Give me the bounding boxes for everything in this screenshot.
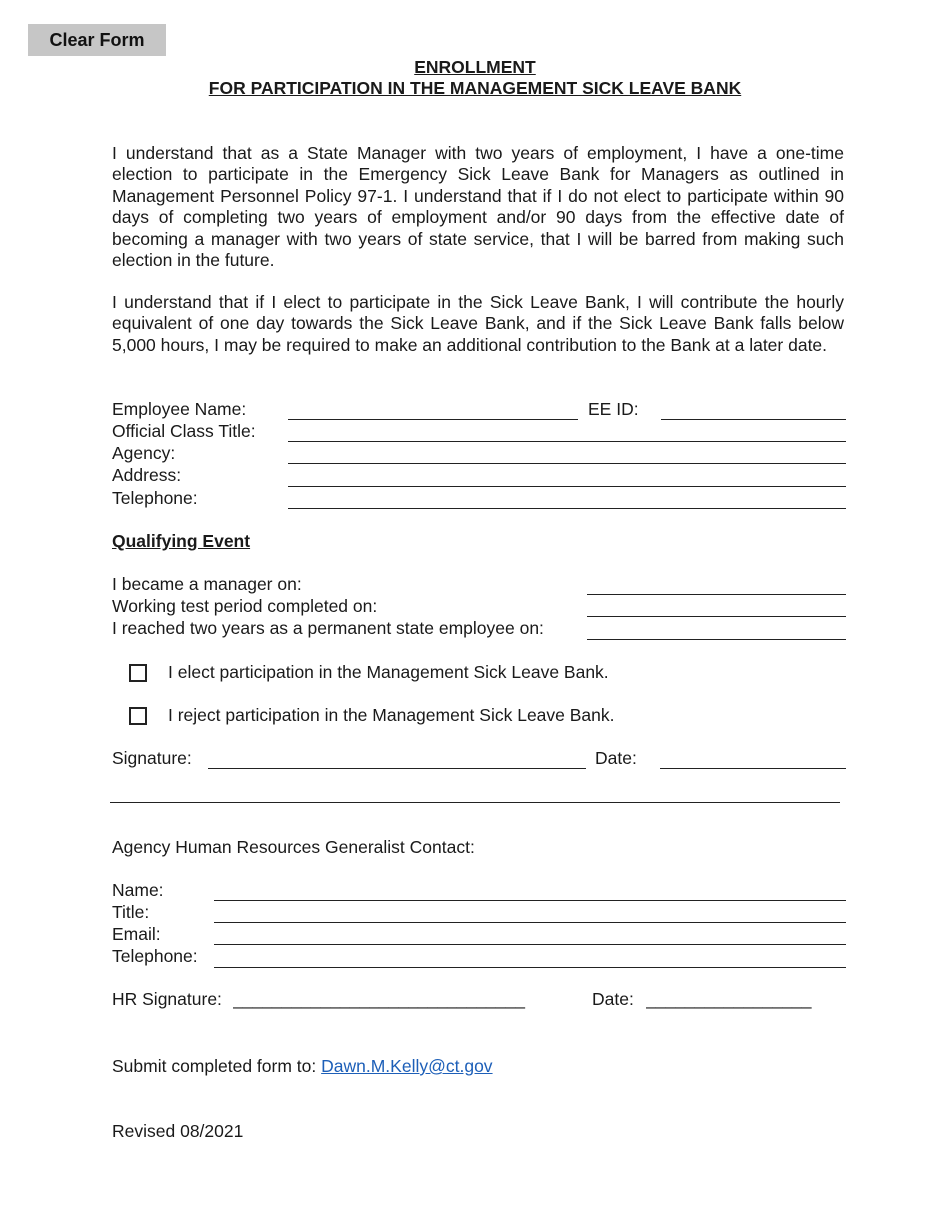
class-title-label: Official Class Title: (112, 421, 256, 441)
signature-date-label: Date: (595, 748, 637, 768)
telephone-field[interactable] (288, 508, 846, 509)
telephone-label: Telephone: (112, 488, 198, 508)
employee-name-field[interactable] (288, 419, 578, 420)
submit-prefix: Submit completed form to: (112, 1056, 317, 1076)
hr-title-label: Title: (112, 902, 150, 922)
agency-field[interactable] (288, 463, 846, 464)
hr-telephone-label: Telephone: (112, 946, 198, 966)
hr-telephone-field[interactable] (214, 967, 846, 968)
reject-checkbox[interactable] (129, 707, 147, 725)
ee-id-label: EE ID: (588, 399, 639, 419)
hr-email-field[interactable] (214, 944, 846, 945)
manager-on-field[interactable] (587, 594, 846, 595)
form-title: ENROLLMENT (414, 57, 536, 77)
contribution-paragraph: I understand that if I elect to participate in the Sick Leave Bank, I will contribute the hourly equivalent of one day towards the Sick Leave Bank, and if the Sick Leave Bank falls below 5,000 hours, I may be required to make an additional contribution to the Bank at a later date. (112, 292, 844, 355)
address-label: Address: (112, 465, 182, 485)
signature-label: Signature: (112, 748, 192, 768)
signature-field[interactable] (208, 768, 586, 769)
hr-contact-heading: Agency Human Resources Generalist Contact: (112, 837, 475, 857)
signature-date-field[interactable] (660, 768, 846, 769)
hr-signature-label: HR Signature: (112, 989, 222, 1009)
elect-checkbox[interactable] (129, 664, 147, 682)
elect-label: I elect participation in the Management Sick Leave Bank. (168, 662, 609, 682)
manager-on-label: I became a manager on: (112, 574, 302, 594)
hr-email-label: Email: (112, 924, 161, 944)
hr-date-blank[interactable]: _________________ (646, 989, 812, 1009)
class-title-field[interactable] (288, 441, 846, 442)
two-years-field[interactable] (587, 639, 846, 640)
ee-id-field[interactable] (661, 419, 846, 420)
hr-date-label: Date: (592, 989, 634, 1009)
hr-name-field[interactable] (214, 900, 846, 901)
hr-name-label: Name: (112, 880, 164, 900)
clear-form-button[interactable]: Clear Form (28, 24, 166, 56)
election-paragraph: I understand that as a State Manager with two years of employment, I have a one-time election to participate in the Emergency Sick Leave Bank for Managers as outlined in Management Personnel Policy 97-1. I understand that if I do not elect to participate within 90 days of completing two years of employment and/or 90 days from the effective date of becoming a manager with two years of state service, that I will be barred from making such election in the future. (112, 143, 844, 271)
employee-name-label: Employee Name: (112, 399, 247, 419)
reject-label: I reject participation in the Management Sick Leave Bank. (168, 705, 615, 725)
agency-label: Agency: (112, 443, 176, 463)
hr-signature-blank[interactable]: ______________________________ (233, 989, 525, 1009)
test-period-field[interactable] (587, 616, 846, 617)
submit-line (112, 1055, 493, 1077)
address-field[interactable] (288, 486, 846, 487)
form-subtitle: FOR PARTICIPATION IN THE MANAGEMENT SICK LEAVE BANK (208, 78, 742, 98)
two-years-label: I reached two years as a permanent state employee on: (112, 618, 544, 638)
qualifying-event-heading: Qualifying Event (112, 531, 251, 551)
section-divider (110, 802, 840, 803)
test-period-label: Working test period completed on: (112, 596, 378, 616)
revised-date: Revised 08/2021 (112, 1121, 244, 1141)
hr-title-field[interactable] (214, 922, 846, 923)
submit-email-link[interactable]: Dawn.M.Kelly@ct.gov (321, 1056, 493, 1076)
